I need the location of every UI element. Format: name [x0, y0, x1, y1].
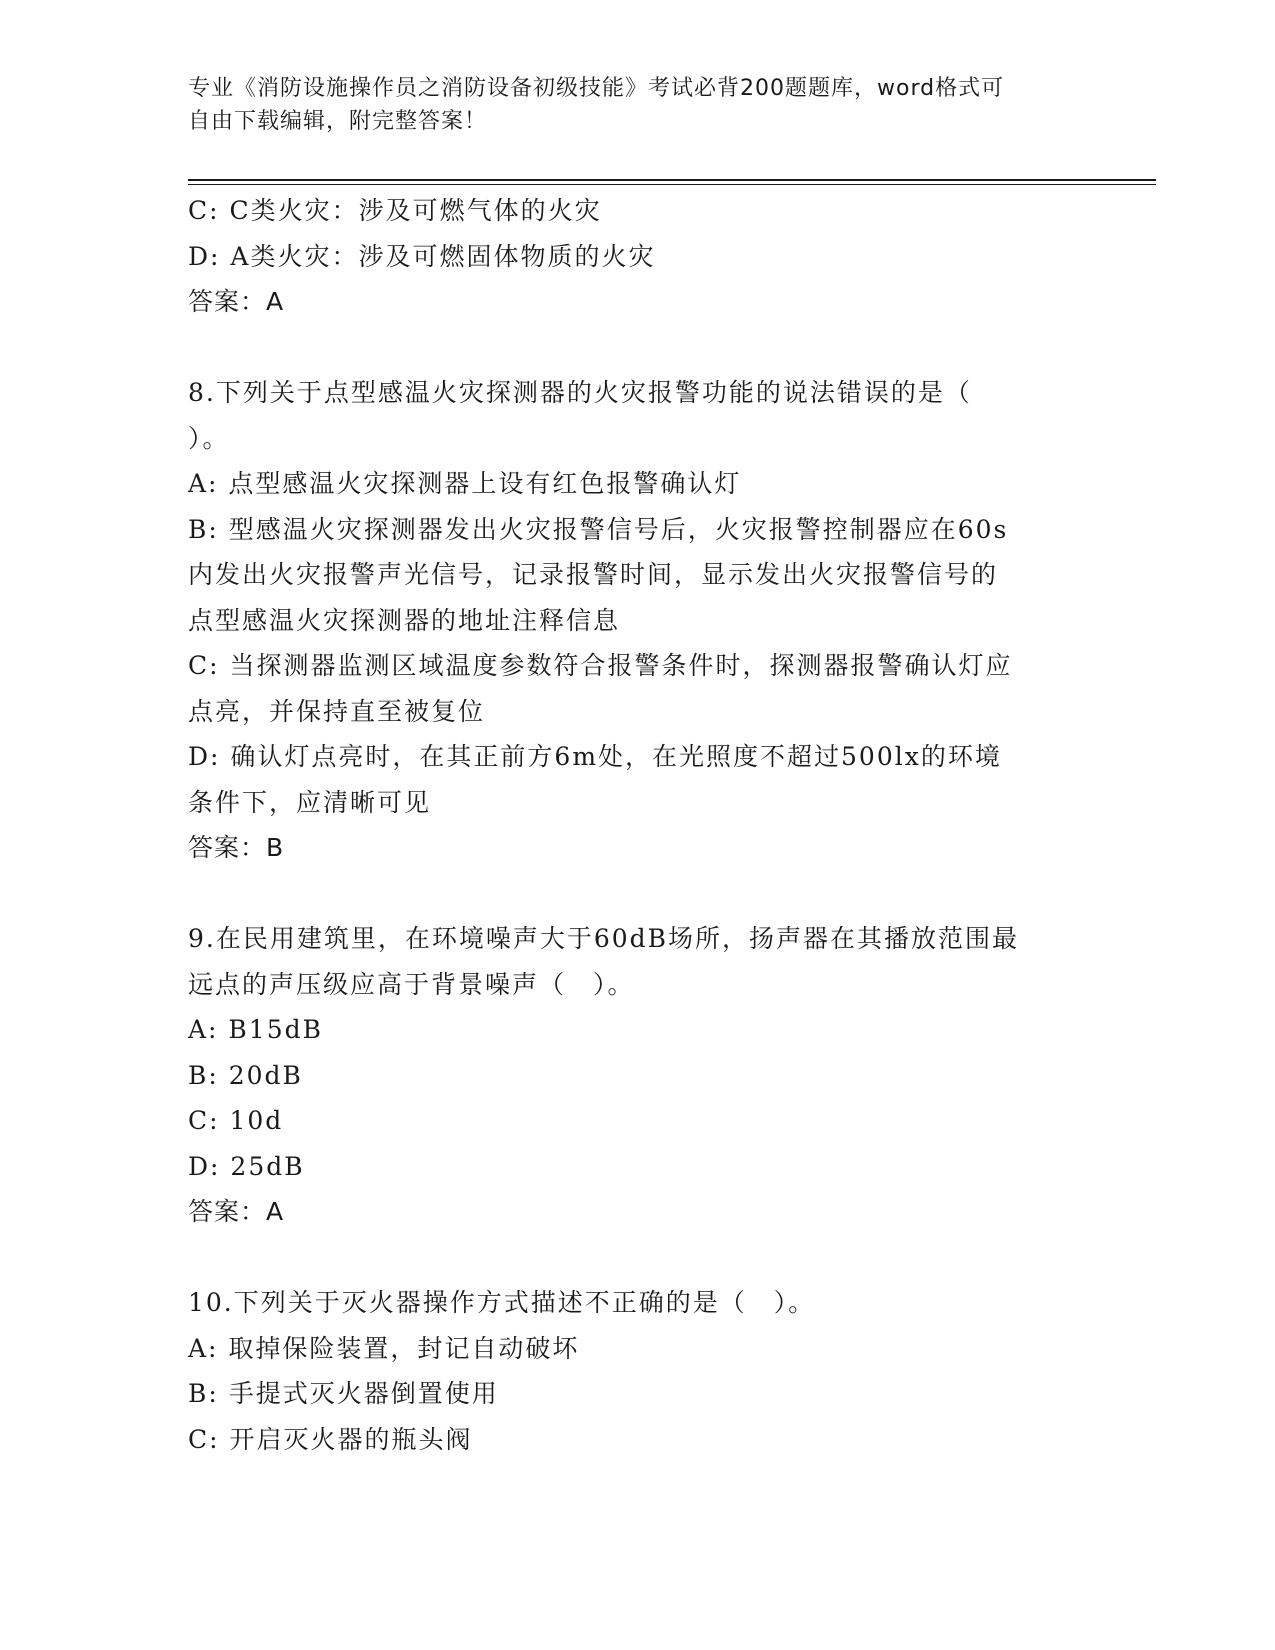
question-stem: 10.下列关于灭火器操作方式描述不正确的是（ ）。: [188, 1288, 816, 1317]
option-a: A: 取掉保险装置，封记自动破坏: [188, 1333, 580, 1363]
answer: 答案：A: [188, 1197, 285, 1226]
option-b: B: 手提式灭火器倒置使用: [188, 1379, 499, 1408]
option-c: C: 开启灭火器的瓶头阀: [188, 1424, 473, 1454]
option-d: D: 确认灯点亮时，在其正前方6m处，在光照度不超过500lx的环境: [188, 742, 1002, 771]
question-prev: [188, 188, 1068, 325]
document-header: [188, 72, 1088, 138]
answer: 答案：B: [188, 833, 285, 862]
document-body: [188, 188, 1068, 1462]
option-c: C: 10d: [188, 1106, 284, 1135]
header-divider-thin: [188, 184, 1156, 185]
question-stem: 9.在民用建筑里，在环境噪声大于60dB场所，扬声器在其播放范围最: [188, 924, 1020, 953]
header-line: 自由下载编辑，附完整答案！: [188, 109, 488, 134]
question-9: [188, 916, 1068, 1235]
option-b-cont: 内发出火灾报警声光信号，记录报警时间，显示发出火灾报警信号的: [188, 560, 999, 589]
option-c: C: C类火灾：涉及可燃气体的火灾: [188, 196, 602, 225]
option-d-cont: 条件下，应清晰可见: [188, 787, 432, 817]
option-d: D: 25dB: [188, 1151, 305, 1181]
option-d: D: A类火灾：涉及可燃固体物质的火灾: [188, 241, 656, 271]
option-a: A: 点型感温火灾探测器上设有红色报警确认灯: [188, 469, 742, 498]
question-stem: ）。: [188, 423, 230, 453]
header-line: 专业《消防设施操作员之消防设备初级技能》考试必背200题题库，word格式可: [188, 76, 1005, 101]
option-b: B: 20dB: [188, 1060, 303, 1090]
option-c-cont: 点亮，并保持直至被复位: [188, 696, 486, 726]
answer: 答案：A: [188, 287, 285, 316]
option-c: C: 当探测器监测区域温度参数符合报警条件时，探测器报警确认灯应: [188, 651, 1013, 680]
option-b: B: 型感温火灾探测器发出火灾报警信号后，火灾报警控制器应在60s: [188, 514, 1009, 544]
option-a: A: B15dB: [188, 1015, 323, 1044]
question-10: [188, 1280, 1068, 1462]
option-b-cont: 点型感温火灾探测器的地址注释信息: [188, 605, 621, 635]
question-stem: 远点的声压级应高于背景噪声（ ）。: [188, 969, 635, 999]
question-8: [188, 370, 1068, 871]
question-stem: 8.下列关于点型感温火灾探测器的火灾报警功能的说法错误的是（: [188, 378, 972, 407]
header-divider: [188, 179, 1156, 181]
